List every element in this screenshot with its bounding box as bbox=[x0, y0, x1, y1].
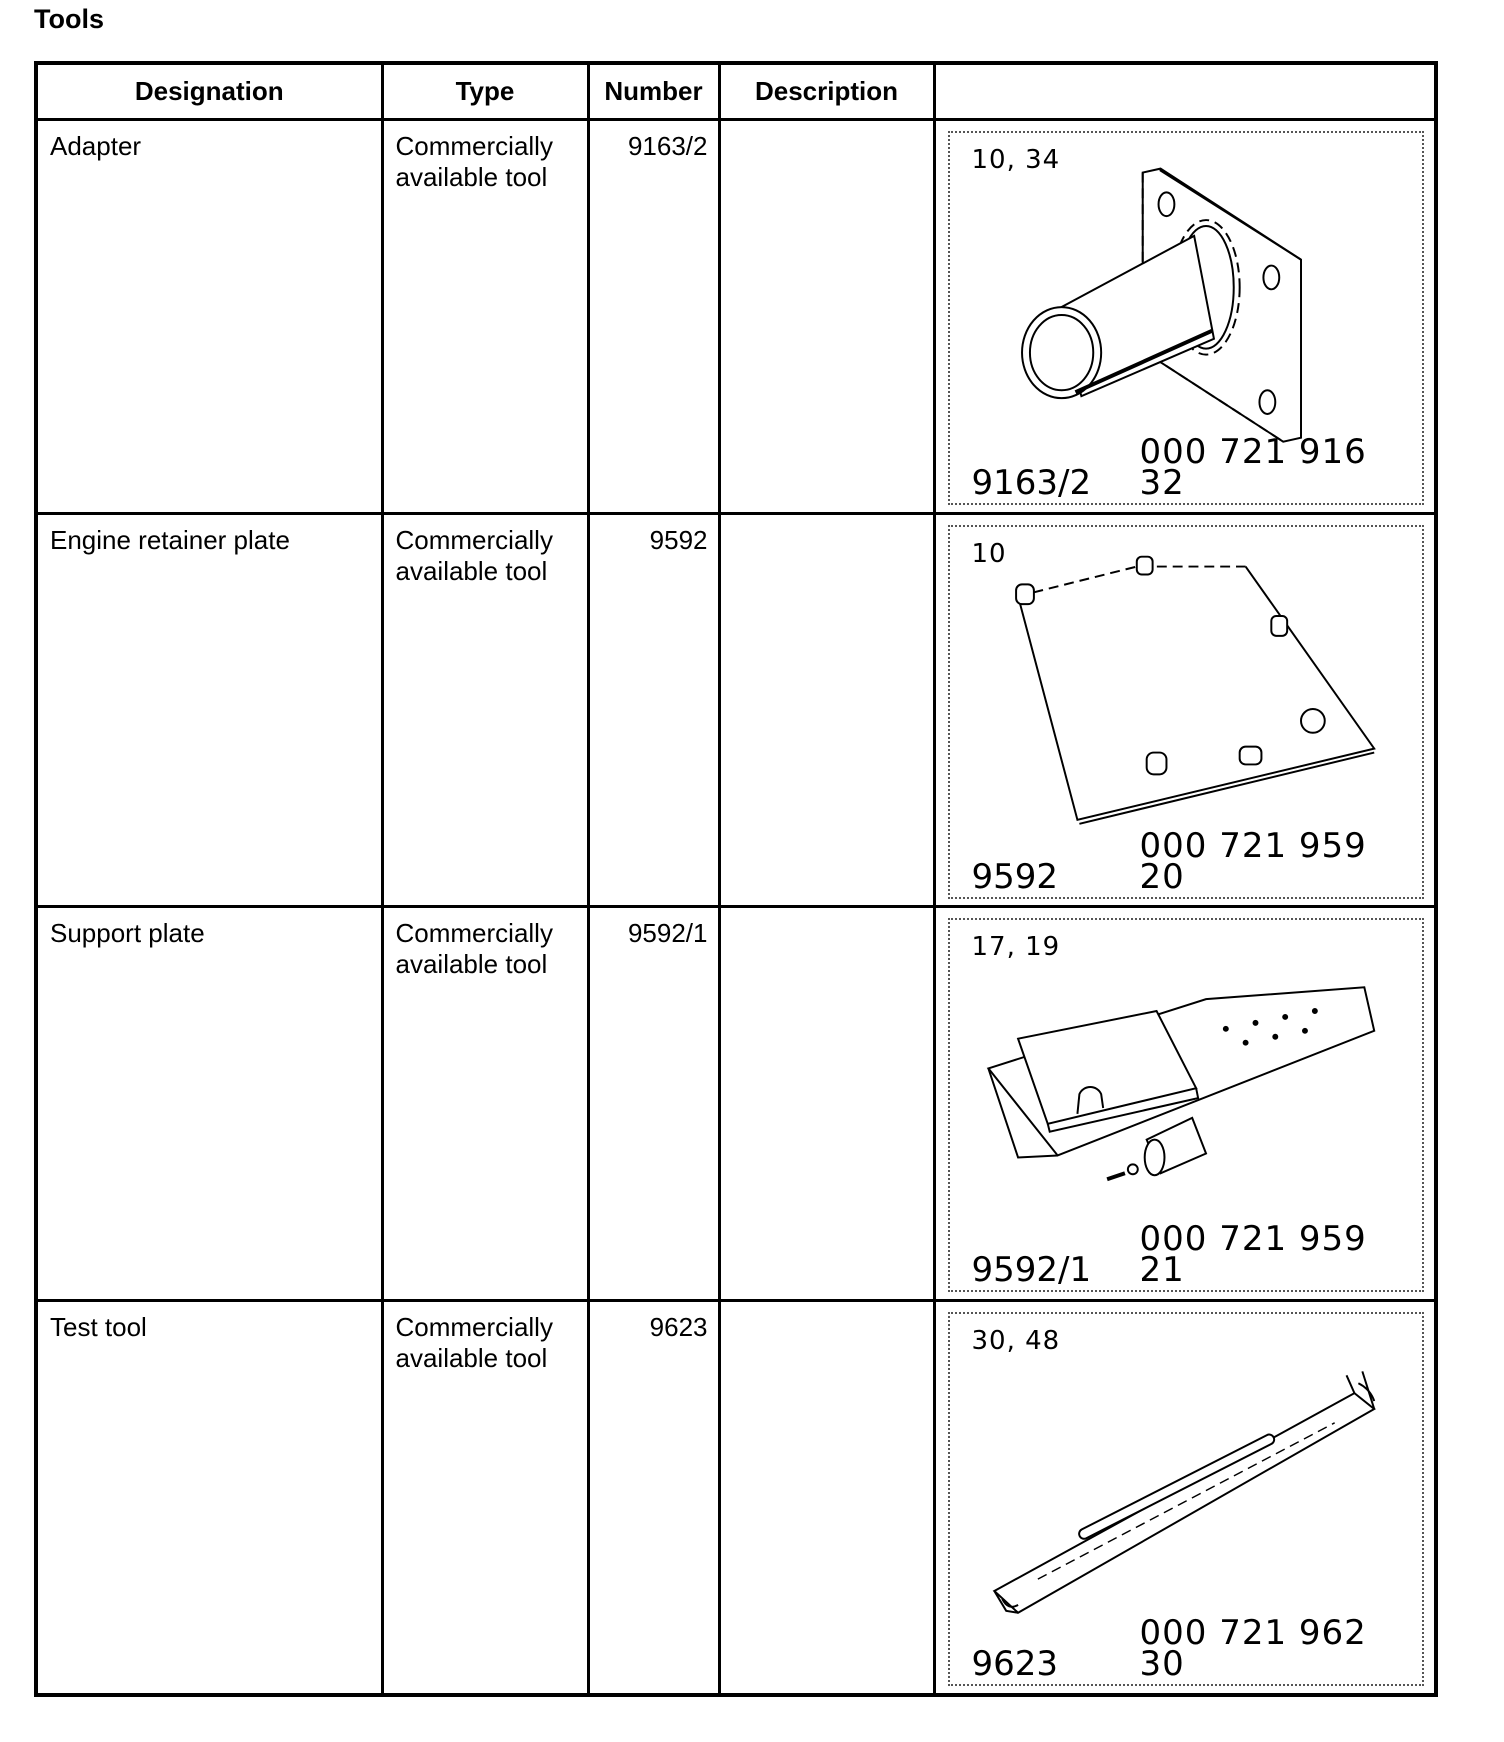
designation-cell: Engine retainer plate bbox=[36, 513, 382, 907]
image-cell bbox=[934, 120, 1436, 514]
number-cell: 9163/2 bbox=[588, 120, 719, 514]
image-cell bbox=[934, 513, 1436, 907]
image-cell bbox=[934, 907, 1436, 1301]
number-cell: 9592/1 bbox=[588, 907, 719, 1301]
header-image bbox=[934, 63, 1436, 120]
description-cell bbox=[719, 120, 934, 514]
table-row bbox=[36, 1301, 1436, 1695]
tool-number-label: 9592/1 bbox=[971, 1250, 1092, 1291]
table-row bbox=[36, 513, 1436, 907]
type-cell: Commercially available tool bbox=[382, 513, 588, 907]
part-number-label: 000 721 962 30 bbox=[1139, 1613, 1367, 1685]
tool-number-label: 9592 bbox=[971, 856, 1059, 897]
image-cell bbox=[934, 1301, 1436, 1695]
part-number-label: 000 721 959 20 bbox=[1139, 825, 1367, 897]
tool-image-card bbox=[948, 1312, 1425, 1686]
figure-reference: 17, 19 bbox=[971, 932, 1061, 963]
tool-image-card bbox=[948, 918, 1425, 1292]
description-cell bbox=[719, 1301, 934, 1695]
description-cell bbox=[719, 513, 934, 907]
type-cell: Commercially available tool bbox=[382, 907, 588, 1301]
figure-reference: 10, 34 bbox=[971, 145, 1061, 175]
tool-image-card bbox=[948, 131, 1425, 505]
tool-number-label: 9623 bbox=[971, 1644, 1059, 1685]
header-description: Description bbox=[719, 63, 934, 120]
designation-cell: Adapter bbox=[36, 120, 382, 514]
type-cell: Commercially available tool bbox=[382, 120, 588, 514]
number-cell: 9623 bbox=[588, 1301, 719, 1695]
number-cell: 9592 bbox=[588, 513, 719, 907]
part-number-label: 000 721 959 21 bbox=[1139, 1219, 1367, 1291]
header-type: Type bbox=[382, 63, 588, 120]
tool-number-label: 9163/2 bbox=[971, 463, 1092, 503]
table-row bbox=[36, 120, 1436, 514]
tools-table bbox=[34, 61, 1438, 1697]
figure-reference: 30, 48 bbox=[971, 1326, 1061, 1357]
table-row bbox=[36, 907, 1436, 1301]
page-title: Tools bbox=[34, 4, 104, 34]
type-cell: Commercially available tool bbox=[382, 1301, 588, 1695]
table-header-row bbox=[36, 63, 1436, 120]
part-number-label: 000 721 916 32 bbox=[1139, 432, 1367, 503]
designation-cell: Test tool bbox=[36, 1301, 382, 1695]
tool-image-card bbox=[948, 525, 1425, 899]
designation-cell: Support plate bbox=[36, 907, 382, 1301]
figure-reference: 10 bbox=[971, 538, 1007, 569]
description-cell bbox=[719, 907, 934, 1301]
header-designation: Designation bbox=[36, 63, 382, 120]
header-number: Number bbox=[588, 63, 719, 120]
